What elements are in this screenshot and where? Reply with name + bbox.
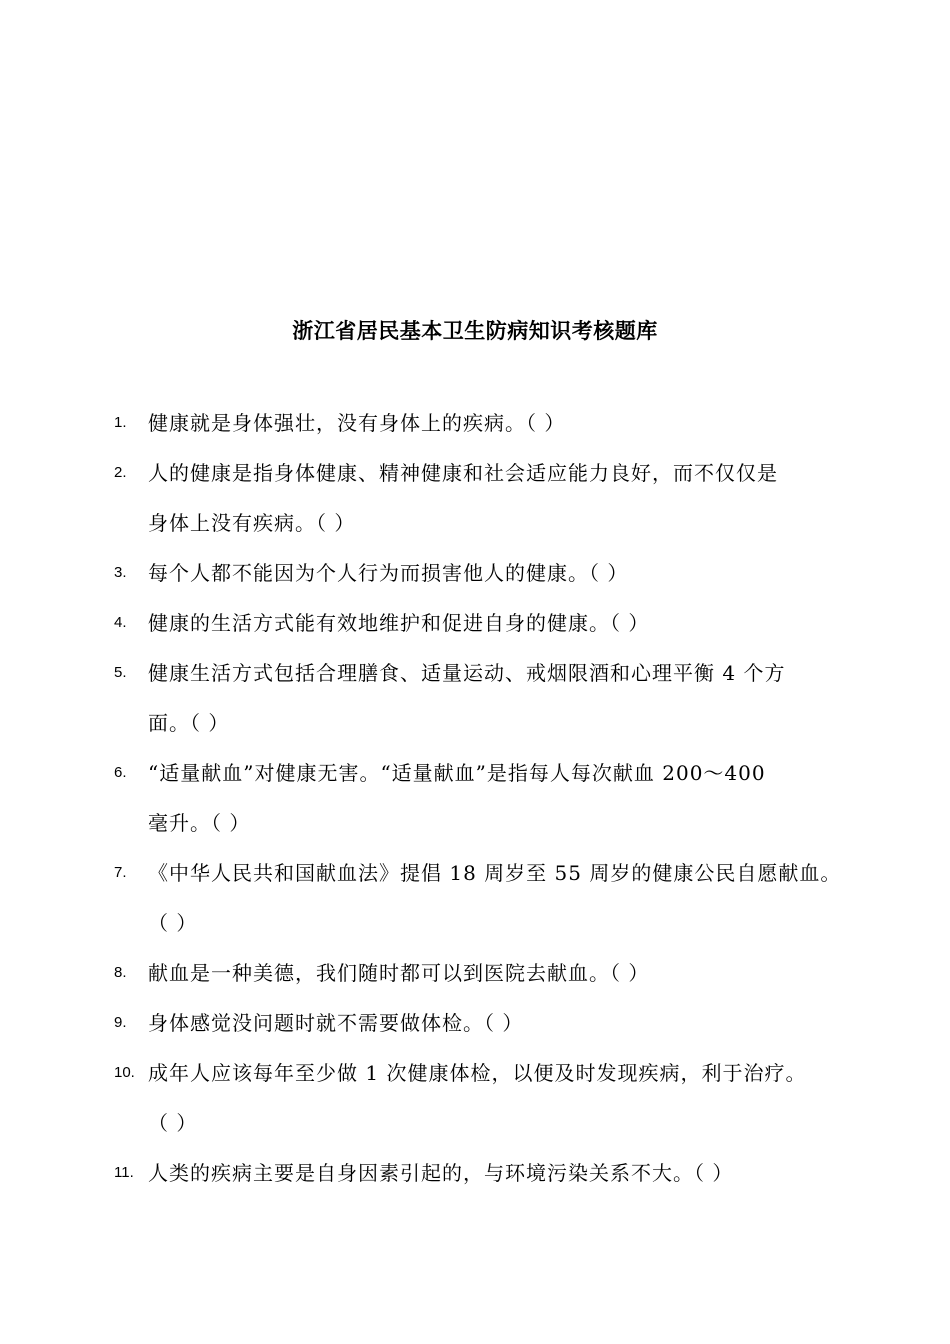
question-text: 《中华人民共和国献血法》提倡 18 周岁至 55 周岁的健康公民自愿献血。 （ ）	[148, 861, 842, 935]
question-text: 身体感觉没问题时就不需要做体检。（ ）	[148, 1011, 524, 1035]
question-number: 5.	[114, 664, 127, 681]
question-number: 2.	[114, 464, 127, 481]
question-item	[0, 848, 868, 948]
question-text: 健康的生活方式能有效地维护和促进自身的健康。（ ）	[148, 611, 650, 635]
question-item	[0, 648, 868, 748]
question-number: 6.	[114, 764, 127, 781]
question-text: 献血是一种美德，我们随时都可以到医院去献血。（ ）	[148, 961, 650, 985]
question-item	[0, 1048, 868, 1148]
question-item	[0, 598, 868, 648]
question-text: 人的健康是指身体健康、精神健康和社会适应能力良好，而不仅仅是 身体上没有疾病。（ ）	[148, 461, 778, 535]
question-number: 1.	[114, 414, 127, 431]
question-text: 成年人应该每年至少做 1 次健康体检，以便及时发现疾病，利于治疗。 （ ）	[148, 1061, 807, 1135]
question-text: 每个人都不能因为个人行为而损害他人的健康。（ ）	[148, 561, 629, 585]
question-number: 4.	[114, 614, 127, 631]
question-item	[0, 548, 868, 598]
question-number: 8.	[114, 964, 127, 981]
question-number: 7.	[114, 864, 127, 881]
question-item	[0, 948, 868, 998]
question-number: 9.	[114, 1014, 127, 1031]
question-list	[0, 398, 950, 1198]
question-number: 11.	[114, 1164, 134, 1181]
question-text: 人类的疾病主要是自身因素引起的，与环境污染关系不大。（ ）	[148, 1161, 734, 1185]
question-number: 3.	[114, 564, 127, 581]
question-item	[0, 398, 868, 448]
question-item	[0, 998, 868, 1048]
page-title: 浙江省居民基本卫生防病知识考核题库	[292, 319, 658, 344]
question-number: 10.	[114, 1064, 135, 1081]
question-text: “适量献血”对健康无害。“适量献血”是指每人每次献血 200～400 毫升。（ ）	[148, 761, 766, 835]
question-item	[0, 748, 868, 848]
question-item	[0, 448, 868, 548]
question-item	[0, 1148, 868, 1198]
question-text: 健康生活方式包括合理膳食、适量运动、戒烟限酒和心理平衡 4 个方 面。（ ）	[148, 661, 786, 735]
question-text: 健康就是身体强壮，没有身体上的疾病。（ ）	[148, 411, 566, 435]
